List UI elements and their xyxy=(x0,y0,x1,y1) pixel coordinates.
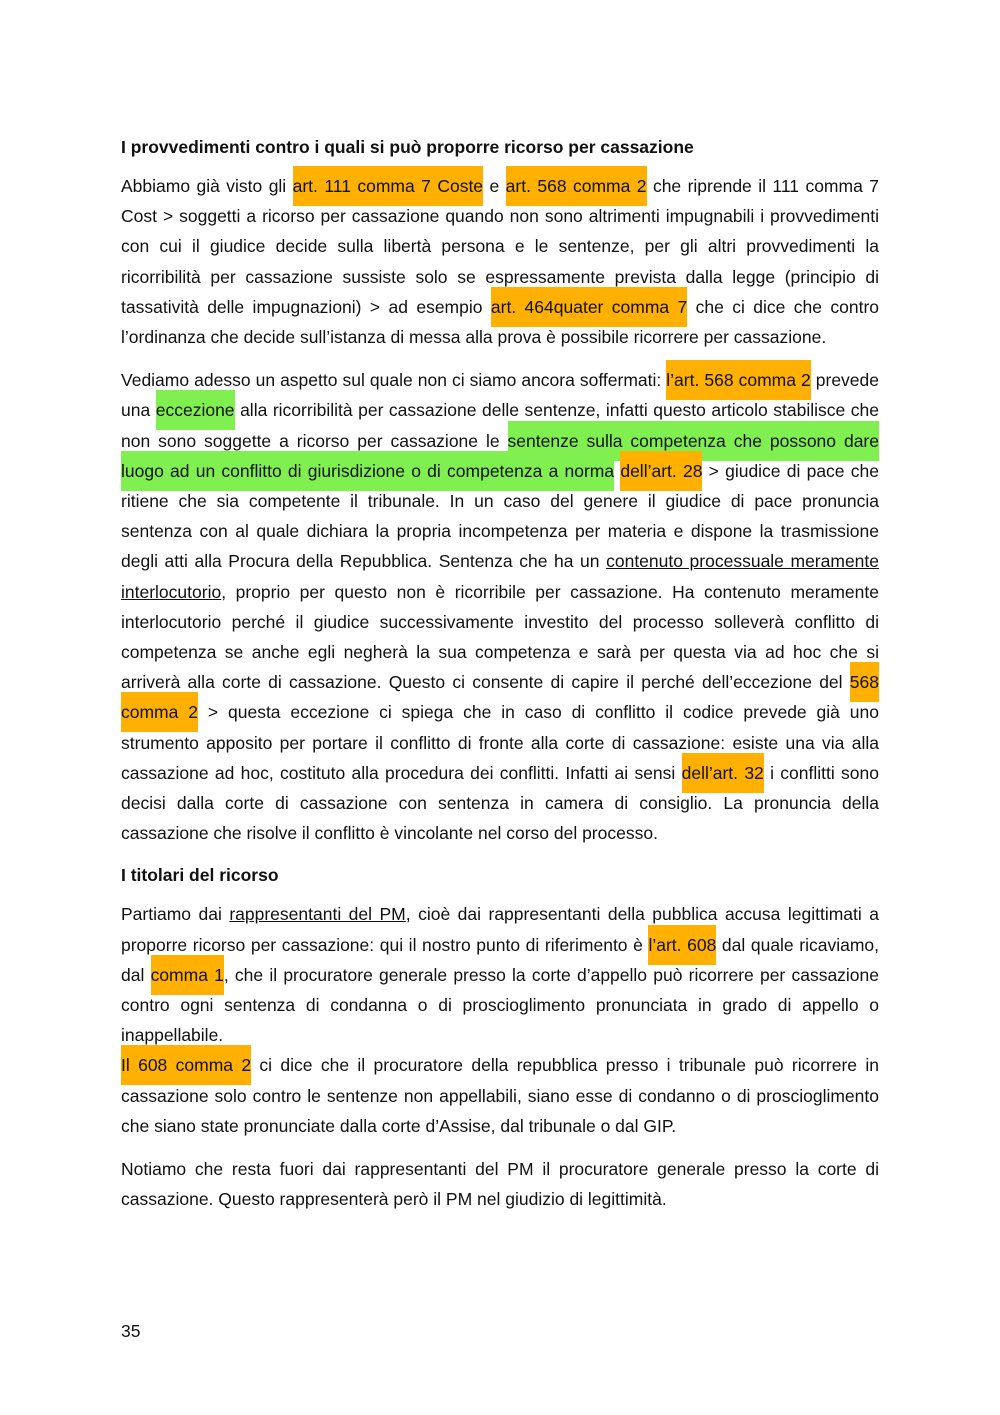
paragraph-3 xyxy=(121,899,879,1050)
paragraph-5 xyxy=(121,1154,879,1214)
text: , proprio per questo non è ricorribile per cassazione. Ha contenuto meramente interlocutorio perché il giudice successivamente investito del processo solleverà conflitto di competenza se anche egli negherà la sua competenza e sarà per questa via ad hoc che si arriverà alla corte di cassazione. Questo ci consente di capire il perché dell’eccezione del xyxy=(121,581,879,693)
highlight-green: sentenze sulla competenza che possono dare luogo ad un conflitto di giurisdizione o di competenza a norma xyxy=(121,421,879,491)
underlined-text: rappresentanti del PM xyxy=(229,904,406,925)
text: dal quale ricaviamo, dal xyxy=(121,934,880,985)
page-content xyxy=(121,133,879,1228)
highlight-orange: dell’art. 32 xyxy=(682,753,764,793)
text: Vediamo adesso un aspetto sul quale non ci siamo ancora soffermati: xyxy=(121,370,667,391)
highlight-orange: art. 464quater comma 7 xyxy=(491,287,687,327)
text: , che il procuratore generale presso la corte d’appello può ricorrere per cassazione contro ogni sentenza di condanna o di proscioglimento pronunciata in grado di appello o inappellabile. xyxy=(121,964,880,1046)
highlight-orange: art. 111 comma 7 Coste xyxy=(293,166,483,206)
text: che riprende il 111 comma 7 Cost > soggetti a ricorso per cassazione quando non sono altrimenti impugnabili i provvedimenti con cui il giudice decide sulla libertà persona e le sentenze, per gli altri provvedimenti la ricorribilità per cassazione sussiste solo se espressamente prevista dalla legge (principio di tassatività delle impugnazioni) > ad esempio xyxy=(121,176,879,317)
paragraph-4 xyxy=(121,1050,879,1141)
text: , cioè dai rappresentanti della pubblica accusa legittimati a proporre ricorso per cassazione: qui il nostro punto di riferimento è xyxy=(121,904,879,955)
text: Partiamo dai xyxy=(121,904,230,925)
text: e xyxy=(483,176,506,196)
text: prevede una xyxy=(121,370,880,421)
text: che ci dice che contro l’ordinanza che decide sull’istanza di messa alla prova è possibile ricorrere per cassazione. xyxy=(121,296,880,348)
highlight-orange: art. 568 comma 2 xyxy=(506,166,647,206)
highlight-green: eccezione xyxy=(156,390,235,430)
underlined-text: contenuto processuale meramente interlocutorio xyxy=(121,551,880,602)
highlight-orange: dell’art. 28 xyxy=(620,451,702,491)
text: alla ricorribilità per cassazione delle sentenze, infatti questo articolo stabilisce che non sono soggette a ricorso per cassazione le xyxy=(121,400,880,451)
highlight-orange: l’art. 568 comma 2 xyxy=(666,360,810,400)
text: Abbiamo già visto gli xyxy=(121,176,293,196)
page-number: 35 xyxy=(121,1321,141,1341)
paragraph-2 xyxy=(121,365,879,848)
text: Notiamo che resta fuori dai rappresentanti del PM il procuratore generale presso la corte di cassazione. Questo rappresenterà però il PM nel giudizio di legittimità. xyxy=(121,1159,879,1210)
paragraph-1 xyxy=(121,171,879,352)
text: i conflitti sono decisi dalla corte di cassazione con sentenza in camera di consiglio. La pronuncia della cassazione che risolve il conflitto è vincolante nel corso del processo. xyxy=(121,762,880,844)
highlight-orange: l’art. 608 xyxy=(648,925,716,965)
section-heading-titolari: I titolari del ricorso xyxy=(121,865,279,886)
highlight-orange: comma 1 xyxy=(151,955,224,995)
highlight-orange: Il 608 comma 2 xyxy=(121,1045,251,1085)
text: > giudice di pace che ritiene che sia competente il tribunale. In un caso del genere il giudice di pace pronuncia sentenza con al quale dichiara la propria incompetenza per materia e dispone la trasmissione degli atti alla Procura della Repubblica. Sentenza che ha un xyxy=(121,460,879,572)
text: ci dice che il procuratore della repubblica presso i tribunale può ricorrere in cassazione solo contro le sentenze non appellabili, siano esse di condanno o di proscioglimento che siano state pronunciate dalla corte d’Assise, dal tribunale o dal GIP. xyxy=(121,1055,880,1136)
section-heading-provvedimenti: I provvedimenti contro i quali si può proporre ricorso per cassazione xyxy=(121,137,694,157)
highlight-orange: 568 comma 2 xyxy=(121,662,879,732)
text: > questa eccezione ci spiega che in caso di conflitto il codice prevede già uno strumento apposito per portare il conflitto di fronte alla corte di cassazione: esiste una via alla cassazione ad hoc, costituto alla procedura dei conflitti. Infatti ai sensi xyxy=(121,702,879,783)
